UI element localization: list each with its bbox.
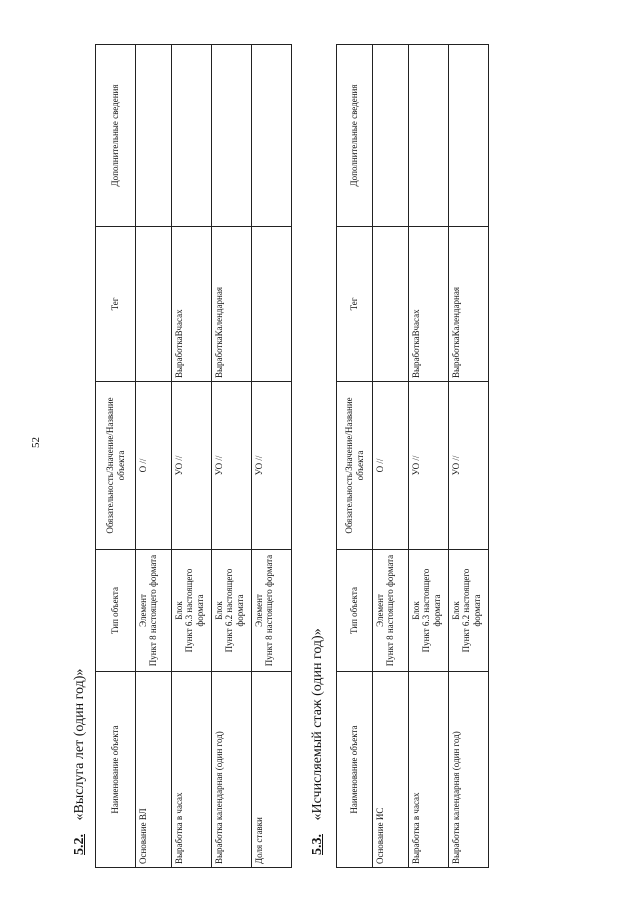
cell-type: Блок Пункт 6.2 настоящего формата <box>212 550 252 672</box>
cell-required: О // <box>136 382 172 550</box>
cell-required: УО // <box>252 382 292 550</box>
cell-type: Блок Пункт 6.2 настоящего формата <box>449 550 489 672</box>
cell-tag: ВыработкаКалендарная <box>212 227 252 382</box>
cell-required: О // <box>373 382 409 550</box>
cell-name: Выработка в часах <box>409 672 449 868</box>
cell-name: Доля ставки <box>252 672 292 868</box>
cell-info <box>373 45 409 227</box>
cell-info <box>212 45 252 227</box>
header-cell: Тип объекта <box>96 550 136 672</box>
cell-tag: ВыработкаВчасах <box>409 227 449 382</box>
cell-info <box>252 45 292 227</box>
section-number: 5.3. <box>310 834 325 855</box>
table-row <box>449 45 489 868</box>
cell-name: Выработка в часах <box>172 672 212 868</box>
header-cell: Тег <box>96 227 136 382</box>
cell-type: Элемент Пункт 8 настоящего формата <box>373 550 409 672</box>
table-row <box>252 45 292 868</box>
header-cell: Обязательность/Значение/Название объекта <box>96 382 136 550</box>
cell-tag <box>136 227 172 382</box>
section-title: «Выслуга лет (один год)» <box>72 668 87 821</box>
page-number: 52 <box>30 437 42 448</box>
header-cell: Тип объекта <box>337 550 373 672</box>
table-row <box>172 45 212 868</box>
header-cell: Дополнительные сведения <box>337 45 373 227</box>
cell-type: Элемент Пункт 8 настоящего формата <box>136 550 172 672</box>
table-header-row <box>96 45 136 868</box>
header-cell: Дополнительные сведения <box>96 45 136 227</box>
cell-tag: ВыработкаКалендарная <box>449 227 489 382</box>
table-row <box>373 45 409 868</box>
header-cell: Наименование объекта <box>96 672 136 868</box>
table-header-row <box>337 45 373 868</box>
cell-name: Основание ВЛ <box>136 672 172 868</box>
table-row <box>409 45 449 868</box>
section-number: 5.2. <box>72 834 87 855</box>
cell-type: Элемент Пункт 8 настоящего формата <box>252 550 292 672</box>
header-cell: Наименование объекта <box>337 672 373 868</box>
cell-type: Блок Пункт 6.3 настоящего формата <box>172 550 212 672</box>
cell-type: Блок Пункт 6.3 настоящего формата <box>409 550 449 672</box>
cell-info <box>172 45 212 227</box>
table-row <box>212 45 252 868</box>
cell-tag: ВыработкаВчасах <box>172 227 212 382</box>
cell-info <box>136 45 172 227</box>
table-ischislyaemyi-stazh <box>336 44 489 868</box>
cell-name: Выработка календарная (один год) <box>449 672 489 868</box>
section-title: «Исчисляемый стаж (один год)» <box>310 628 325 821</box>
cell-required: УО // <box>449 382 489 550</box>
section-heading <box>310 628 326 855</box>
cell-required: УО // <box>409 382 449 550</box>
cell-info <box>449 45 489 227</box>
cell-name: Основание ИС <box>373 672 409 868</box>
cell-name: Выработка календарная (один год) <box>212 672 252 868</box>
cell-tag <box>252 227 292 382</box>
cell-required: УО // <box>212 382 252 550</box>
cell-info <box>409 45 449 227</box>
cell-required: УО // <box>172 382 212 550</box>
header-cell: Обязательность/Значение/Название объекта <box>337 382 373 550</box>
header-cell: Тег <box>337 227 373 382</box>
section-heading <box>72 669 88 855</box>
table-vysluga <box>95 44 292 868</box>
table-row <box>136 45 172 868</box>
cell-tag <box>373 227 409 382</box>
